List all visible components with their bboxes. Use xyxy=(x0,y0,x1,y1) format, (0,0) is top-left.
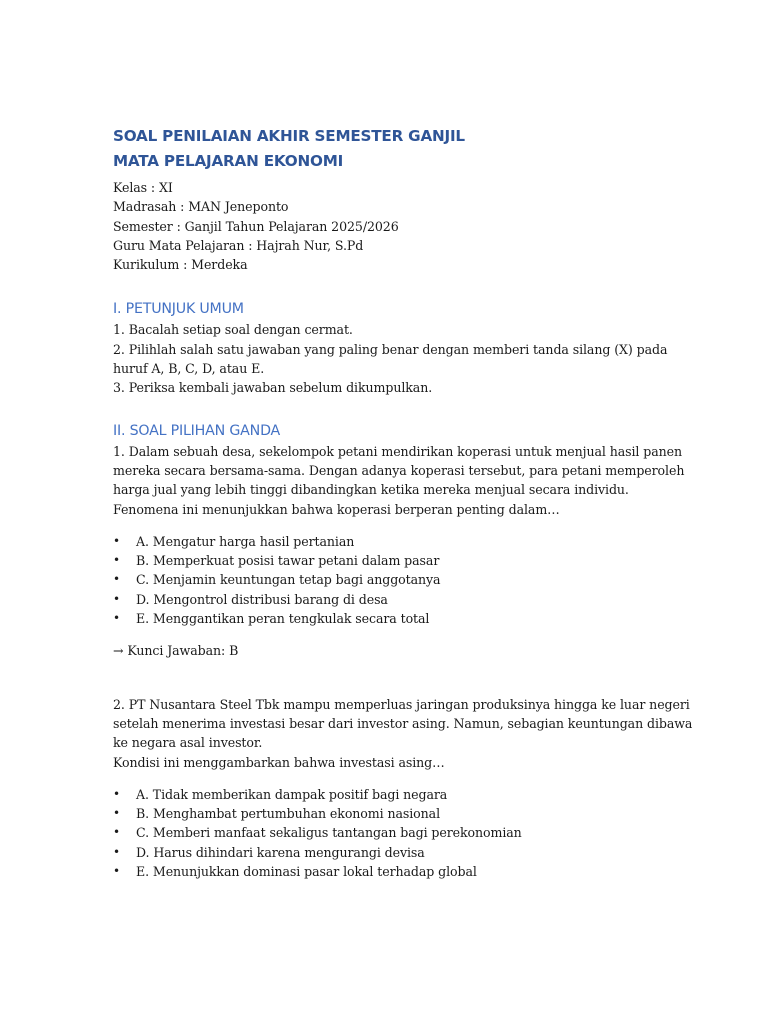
question-text: Kondisi ini menggambarkan bahwa investasi asing… xyxy=(113,754,445,770)
section-general-instructions xyxy=(113,298,668,397)
option-b xyxy=(113,551,658,570)
option-text: A. Mengatur harga hasil pertanian xyxy=(136,533,355,549)
option-text: C. Menjamin keuntungan tetap bagi anggotanya xyxy=(136,572,441,588)
bullet-icon: • xyxy=(113,844,120,859)
question-text: ke negara asal investor. xyxy=(113,735,263,751)
option-text: D. Mengontrol distribusi barang di desa xyxy=(136,591,388,607)
question-2 xyxy=(113,695,693,882)
section-heading: I. PETUNJUK UMUM xyxy=(113,301,244,318)
info-teacher: Guru Mata Pelajaran : Hajrah Nur, S.Pd xyxy=(113,237,364,253)
info-class: Kelas : XI xyxy=(113,180,173,195)
option-a xyxy=(113,532,658,551)
option-d xyxy=(113,843,658,862)
option-text: C. Memberi manfaat sekaligus tantangan bagi perekonomian xyxy=(136,825,522,841)
title-line: MATA PELAJARAN EKONOMI xyxy=(113,152,344,170)
question-text: harga jual yang lebih tinggi dibandingkan ketika mereka menjual secara individu. xyxy=(113,482,629,498)
instruction-item: 2. Pilihlah salah satu jawaban yang paling benar dengan memberi tanda silang (X) pada xyxy=(113,341,668,357)
question-1 xyxy=(113,442,685,661)
answer-options xyxy=(113,532,658,628)
option-text: E. Menunjukkan dominasi pasar lokal terhadap global xyxy=(136,864,477,880)
option-text: D. Harus dihindari karena mengurangi devisa xyxy=(136,844,425,860)
bullet-icon: • xyxy=(113,591,120,606)
section-heading: II. SOAL PILIHAN GANDA xyxy=(113,422,281,439)
instruction-item: huruf A, B, C, D, atau E. xyxy=(113,361,265,377)
option-text: E. Menggantikan peran tengkulak secara total xyxy=(136,611,430,627)
option-text: A. Tidak memberikan dampak positif bagi negara xyxy=(136,786,448,802)
option-b xyxy=(113,804,658,823)
info-curriculum: Kurikulum : Merdeka xyxy=(113,257,248,273)
document-title xyxy=(113,124,658,174)
bullet-icon: • xyxy=(113,611,120,626)
bullet-icon: • xyxy=(113,825,120,840)
title-line: SOAL PENILAIAN AKHIR SEMESTER GANJIL xyxy=(113,127,465,145)
exam-info xyxy=(113,178,658,274)
instruction-item: 3. Periksa kembali jawaban sebelum dikumpulkan. xyxy=(113,380,433,396)
option-text: B. Menghambat pertumbuhan ekonomi nasional xyxy=(136,806,441,822)
option-text: B. Memperkuat posisi tawar petani dalam pasar xyxy=(136,553,440,569)
answer-options xyxy=(113,785,658,881)
bullet-icon: • xyxy=(113,572,120,587)
info-school: Madrasah : MAN Jeneponto xyxy=(113,199,289,215)
question-text: 2. PT Nusantara Steel Tbk mampu memperluas jaringan produksinya hingga ke luar negeri xyxy=(113,696,690,712)
info-semester: Semester : Ganjil Tahun Pelajaran 2025/2026 xyxy=(113,218,399,234)
bullet-icon: • xyxy=(113,864,120,879)
document-page xyxy=(113,124,693,881)
option-d xyxy=(113,590,658,609)
option-e xyxy=(113,609,658,628)
bullet-icon: • xyxy=(113,533,120,548)
answer-key: → Kunci Jawaban: B xyxy=(113,643,239,659)
bullet-icon: • xyxy=(113,553,120,568)
bullet-icon: • xyxy=(113,806,120,821)
option-e xyxy=(113,862,658,881)
question-text: setelah menerima investasi besar dari investor asing. Namun, sebagian keuntungan dibawa xyxy=(113,715,693,731)
question-text: 1. Dalam sebuah desa, sekelompok petani mendirikan koperasi untuk menjual hasil panen xyxy=(113,443,682,459)
question-text: Fenomena ini menunjukkan bahwa koperasi berperan penting dalam… xyxy=(113,501,560,517)
option-c xyxy=(113,570,658,589)
instruction-item: 1. Bacalah setiap soal dengan cermat. xyxy=(113,322,353,338)
question-text: mereka secara bersama-sama. Dengan adanya koperasi tersebut, para petani memperoleh xyxy=(113,462,685,478)
section-multiple-choice xyxy=(113,420,693,882)
bullet-icon: • xyxy=(113,786,120,801)
option-a xyxy=(113,785,658,804)
option-c xyxy=(113,823,658,842)
